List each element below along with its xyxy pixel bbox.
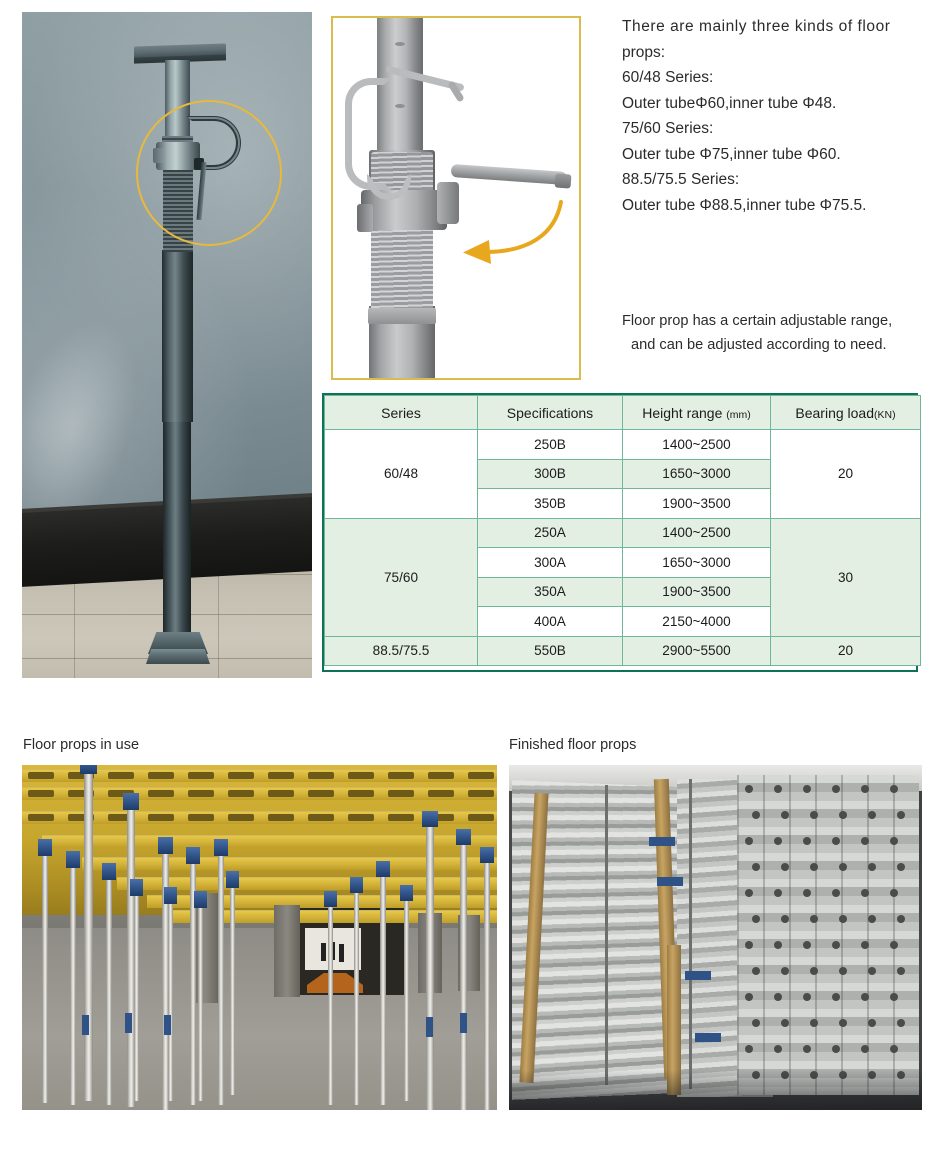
floor-prop <box>404 899 409 1101</box>
floor-prop <box>168 901 173 1101</box>
floor-prop <box>42 853 48 1103</box>
floor-prop <box>218 853 224 1105</box>
prop-label <box>82 1015 89 1035</box>
base-plate-hole <box>752 915 760 923</box>
prop-label <box>460 1013 467 1033</box>
beam-slot <box>308 790 334 797</box>
base-plate-hole <box>890 941 898 949</box>
base-plate-hole <box>752 967 760 975</box>
beam-slot <box>228 772 254 779</box>
base-plate-hole <box>810 915 818 923</box>
prop-head-plate <box>456 829 471 845</box>
beam-slot <box>228 790 254 797</box>
base-plate-hole <box>890 785 898 793</box>
header-bearing-load-unit: (KN) <box>874 408 896 421</box>
beam-slot <box>428 790 454 797</box>
prop-head-plate <box>350 877 363 893</box>
beam-slot <box>28 790 54 797</box>
table-row <box>325 636 921 666</box>
base-plate-hole <box>803 837 811 845</box>
beam-slot <box>28 772 54 779</box>
prop-head-plate <box>400 885 413 901</box>
prop-head-plate <box>480 847 494 863</box>
spec-line-7: 88.5/75.5 Series: <box>622 171 740 188</box>
table-row <box>325 518 921 548</box>
base-plate-hole <box>890 1045 898 1053</box>
floor-prop <box>380 875 386 1105</box>
highlight-circle-annotation <box>136 100 282 246</box>
concrete-pillar <box>274 905 300 997</box>
beam-slot <box>388 790 414 797</box>
base-plate-hole <box>752 1019 760 1027</box>
beam-slot <box>268 790 294 797</box>
spec-line-5: 75/60 Series: <box>622 120 714 137</box>
prop-head-plate <box>324 891 337 907</box>
cell-specification: 300A <box>478 548 623 578</box>
header-bearing-load <box>771 396 921 430</box>
floor-prop <box>460 843 467 1110</box>
adjust-direction-arrow-icon <box>433 194 573 274</box>
base-plate-hole <box>868 967 876 975</box>
photo-floor-props-in-use <box>22 765 497 1110</box>
adjust-line-1: Floor prop has a certain adjustable range, <box>622 313 893 329</box>
base-plate-hole <box>832 1045 840 1053</box>
base-plate-hole <box>803 1045 811 1053</box>
prop-base-plate <box>146 649 210 664</box>
base-plate-hole <box>810 1019 818 1027</box>
beam-slot <box>308 814 334 821</box>
cell-specification: 250B <box>478 430 623 460</box>
prop-head-plate <box>214 839 228 856</box>
beam-slot <box>308 772 334 779</box>
prop-head-plate <box>102 863 116 880</box>
cell-height-range: 1400~2500 <box>623 430 771 460</box>
specification-table <box>324 395 921 666</box>
prop-head-plate <box>66 851 80 868</box>
header-height-range-label: Height range <box>642 404 723 421</box>
cell-series: 75/60 <box>325 518 478 636</box>
beam-slot <box>188 772 214 779</box>
caption-finished-floor-props: Finished floor props <box>509 737 637 753</box>
main-product-photo <box>22 12 312 678</box>
base-plate-hole <box>745 889 753 897</box>
prop-head-plate <box>376 861 390 877</box>
product-label-3 <box>685 971 711 980</box>
formwork-beam <box>82 857 497 870</box>
base-plate-hole <box>781 915 789 923</box>
adjustable-range-note <box>622 309 937 357</box>
cell-bearing-load: 20 <box>771 636 921 666</box>
cell-series: 60/48 <box>325 430 478 519</box>
prop-head-plate <box>123 793 139 810</box>
beam-slot <box>468 772 494 779</box>
inset-lever-handle <box>451 164 568 185</box>
base-plate-hole <box>803 941 811 949</box>
base-plate-hole <box>774 941 782 949</box>
beam-slot <box>468 790 494 797</box>
beam-slot <box>268 772 294 779</box>
beam-slot <box>388 814 414 821</box>
cell-specification: 400A <box>478 607 623 637</box>
beam-slot <box>348 772 374 779</box>
base-plate-hole <box>897 1019 905 1027</box>
specification-table-wrapper <box>322 393 918 672</box>
cell-series: 88.5/75.5 <box>325 636 478 666</box>
base-plate-hole <box>868 811 876 819</box>
base-plate-hole <box>832 837 840 845</box>
beam-slot <box>388 772 414 779</box>
prop-head-plate <box>186 847 200 864</box>
base-plate-hole <box>781 811 789 819</box>
cell-height-range: 1900~3500 <box>623 489 771 519</box>
table-body <box>325 430 921 666</box>
yard-foreground-shadow <box>509 1070 922 1110</box>
beam-slot <box>428 772 454 779</box>
floor-prop <box>230 885 235 1095</box>
inset-tube-band <box>368 308 436 324</box>
base-plate-hole <box>861 837 869 845</box>
floor-prop <box>84 771 93 1101</box>
site-worker-3 <box>339 944 344 962</box>
base-plate-hole <box>810 863 818 871</box>
cell-height-range: 1650~3000 <box>623 459 771 489</box>
prop-head-plate <box>422 811 438 827</box>
cell-height-range: 1900~3500 <box>623 577 771 607</box>
cell-height-range: 1650~3000 <box>623 548 771 578</box>
prop-head-plate <box>164 887 177 904</box>
product-label-2 <box>657 877 683 886</box>
inset-threads-lower <box>371 226 433 312</box>
base-plate-hole <box>774 1045 782 1053</box>
floor-prop <box>484 861 490 1110</box>
beam-slot <box>108 772 134 779</box>
table-row <box>325 430 921 460</box>
inset-tube-hole-1 <box>395 42 405 46</box>
header-height-range-unit: (mm) <box>726 408 751 421</box>
beam-slot <box>268 814 294 821</box>
base-plate-hole <box>868 1019 876 1027</box>
spec-intro-text <box>622 14 934 218</box>
beam-slot <box>148 772 174 779</box>
cell-specification: 250A <box>478 518 623 548</box>
base-plate-hole <box>803 993 811 1001</box>
cell-height-range: 2150~4000 <box>623 607 771 637</box>
base-plate-hole <box>781 967 789 975</box>
inset-collar-ear-left <box>357 204 373 232</box>
product-label-1 <box>649 837 675 846</box>
base-plate-hole <box>897 811 905 819</box>
beam-slot <box>148 814 174 821</box>
base-plate-hole <box>897 915 905 923</box>
base-plate-hole <box>890 993 898 1001</box>
floor-prop <box>134 893 139 1101</box>
prop-outer-tube <box>162 250 193 422</box>
floor-prop <box>426 825 434 1110</box>
base-plate-hole <box>897 863 905 871</box>
base-plate-hole <box>774 785 782 793</box>
prop-label <box>426 1017 433 1037</box>
cell-specification: 350A <box>478 577 623 607</box>
floor-prop <box>354 891 359 1105</box>
base-plate-hole <box>839 811 847 819</box>
beam-slot <box>348 814 374 821</box>
inset-lever-tip <box>555 173 572 188</box>
base-plate-hole <box>832 941 840 949</box>
prop-outer-tube-lower <box>163 418 191 638</box>
base-plate-hole <box>745 941 753 949</box>
base-plate-hole <box>803 785 811 793</box>
base-plate-hole <box>745 785 753 793</box>
cell-bearing-load: 20 <box>771 430 921 519</box>
base-plate-hole <box>810 967 818 975</box>
cell-specification: 550B <box>478 636 623 666</box>
prop-head-plate <box>226 871 239 888</box>
header-series: Series <box>325 396 478 430</box>
base-plate-hole <box>745 993 753 1001</box>
spec-line-2: props: <box>622 43 666 61</box>
floor-prop <box>328 905 333 1105</box>
cell-specification: 300B <box>478 459 623 489</box>
site-worker-1 <box>321 943 326 961</box>
spec-line-1: There are mainly three kinds of floor <box>622 18 891 35</box>
spec-line-4: Outer tubeΦ60,inner tube Φ48. <box>622 94 837 112</box>
beam-slot <box>348 790 374 797</box>
base-plate-hole <box>810 811 818 819</box>
prop-head-plate <box>158 837 173 854</box>
base-plate-hole <box>861 785 869 793</box>
base-plate-hole <box>745 1045 753 1053</box>
base-plate-hole <box>861 889 869 897</box>
base-plate-hole <box>839 863 847 871</box>
beam-slot <box>28 814 54 821</box>
inset-tube-hole-2 <box>395 104 405 108</box>
floor-prop <box>106 877 112 1105</box>
beam-slot <box>148 790 174 797</box>
header-bearing-load-label: Bearing load <box>795 404 875 421</box>
spec-line-6: Outer tube Φ75,inner tube Φ60. <box>622 145 841 163</box>
prop-head-plate <box>38 839 52 856</box>
header-height-range <box>623 396 771 430</box>
base-plate-hole <box>745 837 753 845</box>
photo-finished-floor-props <box>509 765 922 1110</box>
base-plate-hole <box>774 889 782 897</box>
base-plate-hole <box>752 811 760 819</box>
floor-prop <box>70 865 76 1105</box>
base-plate-hole <box>832 993 840 1001</box>
base-plate-hole <box>781 863 789 871</box>
base-plate-hole <box>868 863 876 871</box>
adjust-line-2: and can be adjusted according to need. <box>631 337 887 353</box>
beam-slot <box>188 790 214 797</box>
base-plate-hole <box>832 785 840 793</box>
spec-line-3: 60/48 Series: <box>622 69 714 86</box>
beam-slot <box>468 814 494 821</box>
floor-prop <box>198 905 203 1101</box>
prop-label <box>164 1015 171 1035</box>
detail-inset-photo <box>331 16 581 380</box>
bundle-strap-2 <box>689 779 692 1089</box>
base-plate-hole <box>861 941 869 949</box>
cell-height-range: 2900~5500 <box>623 636 771 666</box>
base-plate-hole <box>839 1019 847 1027</box>
base-plate-hole <box>890 889 898 897</box>
cell-specification: 350B <box>478 489 623 519</box>
beam-slot <box>228 814 254 821</box>
base-plate-hole <box>868 915 876 923</box>
cell-bearing-load: 30 <box>771 518 921 636</box>
product-label-4 <box>695 1033 721 1042</box>
base-plate-hole <box>781 1019 789 1027</box>
base-plate-hole <box>890 837 898 845</box>
caption-floor-props-in-use: Floor props in use <box>23 737 140 753</box>
base-plate-hole <box>839 915 847 923</box>
base-plate-hole <box>897 967 905 975</box>
header-specifications: Specifications <box>478 396 623 430</box>
base-plate-hole <box>861 1045 869 1053</box>
base-plate-hole <box>774 837 782 845</box>
base-plate-hole <box>861 993 869 1001</box>
beam-slot <box>188 814 214 821</box>
base-plate-hole <box>774 993 782 1001</box>
prop-head-plate <box>130 879 143 896</box>
base-plate-hole <box>752 863 760 871</box>
spec-line-8: Outer tube Φ88.5,inner tube Φ75.5. <box>622 196 867 214</box>
base-plate-hole <box>832 889 840 897</box>
prop-label <box>125 1013 132 1033</box>
prop-head-plate <box>80 765 97 774</box>
table-header-row <box>325 396 921 430</box>
cell-height-range: 1400~2500 <box>623 518 771 548</box>
base-plate-hole <box>803 889 811 897</box>
base-plate-hole <box>839 967 847 975</box>
bundle-strap-1 <box>605 785 608 1085</box>
prop-head-plate <box>194 891 207 908</box>
